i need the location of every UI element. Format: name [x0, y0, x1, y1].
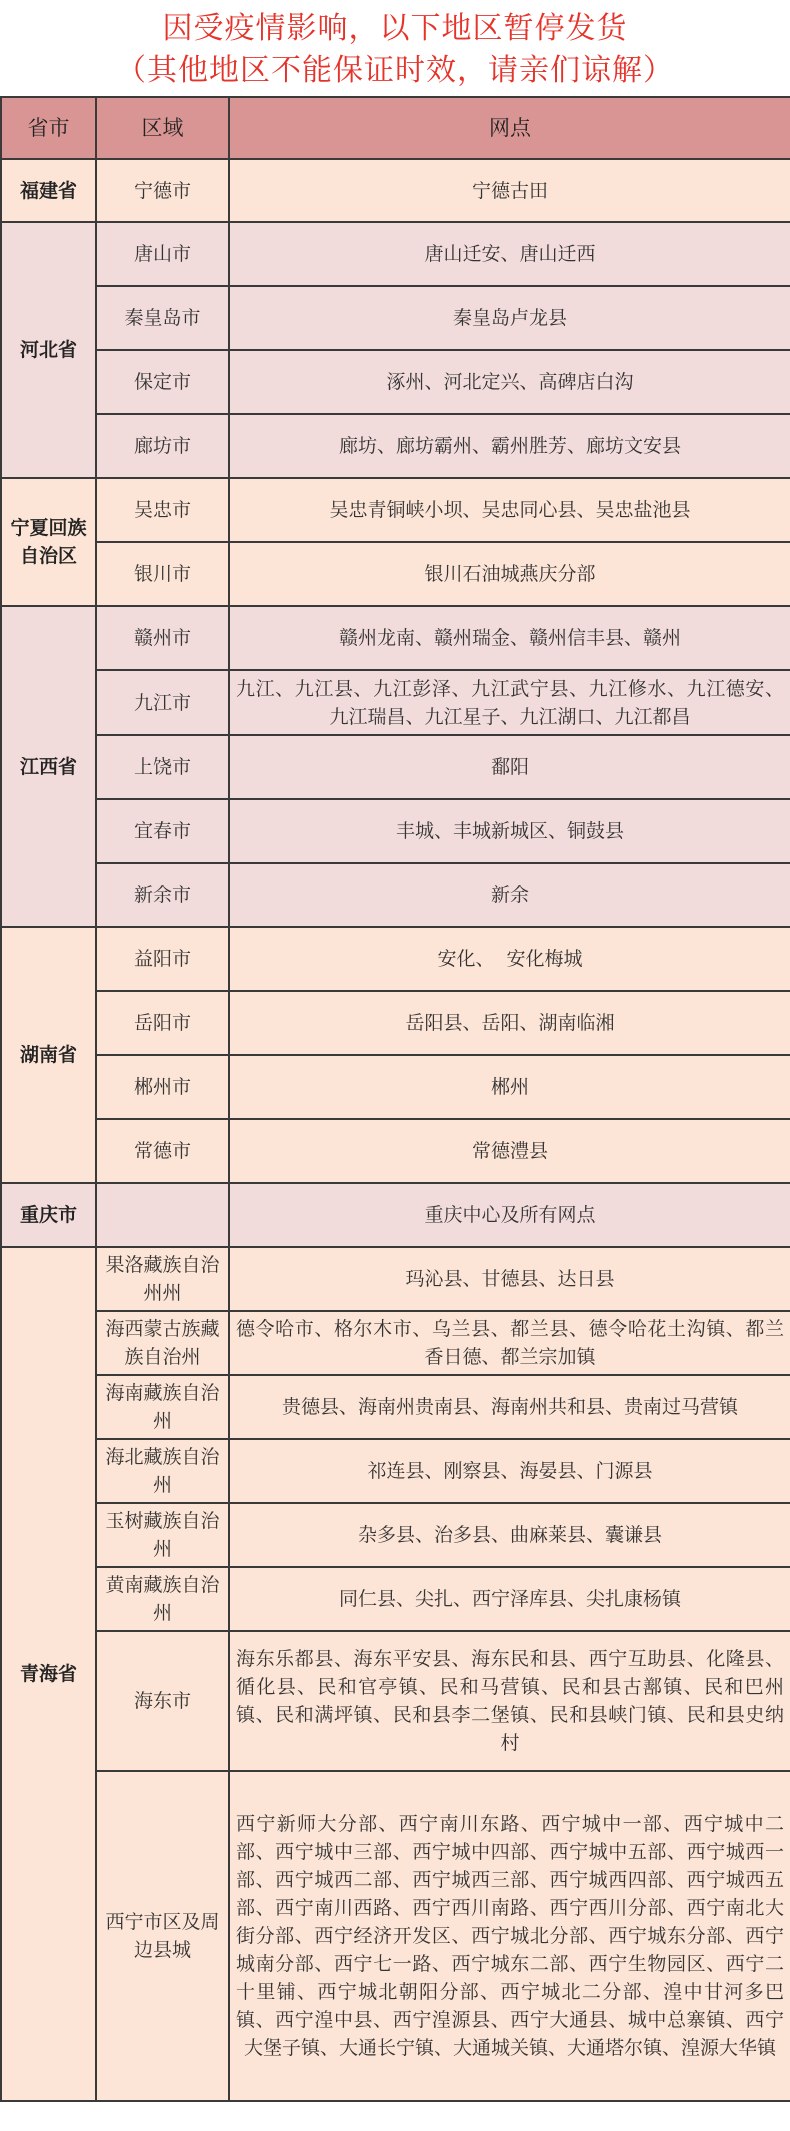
- table-row: [1, 863, 790, 927]
- area-cell: 常德市: [96, 1119, 229, 1183]
- points-cell: 西宁新师大分部、西宁南川东路、西宁城中一部、西宁城中二部、西宁城中三部、西宁城中四部、西宁城中五部、西宁城西一部、西宁城西二部、西宁城西三部、西宁城西四部、西宁城西五部、西宁南川西路、西宁西川南路、西宁西川分部、西宁南北大街分部、西宁经济开发区、西宁城北分部、西宁城东分部、西宁城南分部、西宁七一路、西宁城东二部、西宁生物园区、西宁二十里铺、西宁城北朝阳分部、西宁城北二分部、湟中甘河多巴镇、西宁湟中县、西宁湟源县、西宁大通县、城中总寨镇、西宁大堡子镇、大通长宁镇、大通城关镇、大通塔尔镇、湟源大华镇: [229, 1771, 790, 2101]
- area-cell: 廊坊市: [96, 414, 229, 478]
- table-row: [1, 1375, 790, 1439]
- points-cell: 杂多县、治多县、曲麻莱县、囊谦县: [229, 1503, 790, 1567]
- points-cell: 鄱阳: [229, 735, 790, 799]
- points-cell: 丰城、丰城新城区、铜鼓县: [229, 799, 790, 863]
- table-row: [1, 927, 790, 991]
- table-row: [1, 1567, 790, 1631]
- column-header-area: 区域: [96, 97, 229, 159]
- points-cell: 同仁县、尖扎、西宁泽库县、尖扎康杨镇: [229, 1567, 790, 1631]
- points-cell: 德令哈市、格尔木市、乌兰县、都兰县、德令哈花土沟镇、都兰香日德、都兰宗加镇: [229, 1311, 790, 1375]
- province-cell: 重庆市: [1, 1183, 96, 1247]
- area-cell: 秦皇岛市: [96, 286, 229, 350]
- area-cell: 上饶市: [96, 735, 229, 799]
- table-row: [1, 159, 790, 222]
- points-cell: 吴忠青铜峡小坝、吴忠同心县、吴忠盐池县: [229, 478, 790, 542]
- table-row: [1, 1055, 790, 1119]
- area-cell: 吴忠市: [96, 478, 229, 542]
- area-cell: 海北藏族自治州: [96, 1439, 229, 1503]
- table-row: [1, 1247, 790, 1311]
- column-header-points: 网点: [229, 97, 790, 159]
- table-row: [1, 1119, 790, 1183]
- table-row: [1, 1771, 790, 2101]
- province-cell: 江西省: [1, 606, 96, 927]
- table-row: [1, 222, 790, 286]
- table-row: [1, 542, 790, 606]
- points-cell: 贵德县、海南州贵南县、海南州共和县、贵南过马营镇: [229, 1375, 790, 1439]
- points-cell: 安化、 安化梅城: [229, 927, 790, 991]
- area-cell: 益阳市: [96, 927, 229, 991]
- table-row: [1, 1311, 790, 1375]
- table-row: [1, 414, 790, 478]
- points-cell: 海东乐都县、海东平安县、海东民和县、西宁互助县、化隆县、循化县、民和官亭镇、民和马营镇、民和县古鄯镇、民和巴州镇、民和满坪镇、民和县李二堡镇、民和县峡门镇、民和县史纳村: [229, 1631, 790, 1771]
- area-cell: 九江市: [96, 670, 229, 735]
- points-cell: 廊坊、廊坊霸州、霸州胜芳、廊坊文安县: [229, 414, 790, 478]
- points-cell: 新余: [229, 863, 790, 927]
- table-row: [1, 799, 790, 863]
- points-cell: 宁德古田: [229, 159, 790, 222]
- area-cell: 银川市: [96, 542, 229, 606]
- points-cell: 秦皇岛卢龙县: [229, 286, 790, 350]
- area-cell: 果洛藏族自治州州: [96, 1247, 229, 1311]
- notice-title: 因受疫情影响，以下地区暂停发货: [162, 11, 628, 46]
- area-cell: 玉树藏族自治州: [96, 1503, 229, 1567]
- province-cell: 青海省: [1, 1247, 96, 2101]
- area-cell: 新余市: [96, 863, 229, 927]
- table-row: [1, 670, 790, 735]
- points-cell: 赣州龙南、赣州瑞金、赣州信丰县、赣州: [229, 606, 790, 670]
- table-row: [1, 735, 790, 799]
- table-row: [1, 478, 790, 542]
- area-cell: 西宁市区及周边县城: [96, 1771, 229, 2101]
- table-row: [1, 350, 790, 414]
- province-cell: 宁夏回族自治区: [1, 478, 96, 606]
- area-cell: 保定市: [96, 350, 229, 414]
- suspended-areas-table: [0, 96, 790, 2102]
- points-cell: 九江、九江县、九江彭泽、九江武宁县、九江修水、九江德安、九江瑞昌、九江星子、九江湖口、九江都昌: [229, 670, 790, 735]
- table-row: [1, 1631, 790, 1771]
- area-cell: 郴州市: [96, 1055, 229, 1119]
- points-cell: 郴州: [229, 1055, 790, 1119]
- table-row: [1, 991, 790, 1055]
- table-row: [1, 606, 790, 670]
- table-row: [1, 286, 790, 350]
- province-cell: 河北省: [1, 222, 96, 478]
- notice-subtitle: （其他地区不能保证时效，请亲们谅解）: [116, 53, 674, 88]
- area-cell: 海西蒙古族藏族自治州: [96, 1311, 229, 1375]
- points-cell: 常德澧县: [229, 1119, 790, 1183]
- table-row: [1, 1439, 790, 1503]
- column-header-province: 省市: [1, 97, 96, 159]
- area-cell: [96, 1183, 229, 1247]
- notice-header: [0, 0, 790, 96]
- table-row: [1, 1503, 790, 1567]
- points-cell: 银川石油城燕庆分部: [229, 542, 790, 606]
- area-cell: 海南藏族自治州: [96, 1375, 229, 1439]
- points-cell: 涿州、河北定兴、高碑店白沟: [229, 350, 790, 414]
- area-cell: 赣州市: [96, 606, 229, 670]
- points-cell: 唐山迁安、唐山迁西: [229, 222, 790, 286]
- points-cell: 玛沁县、甘德县、达日县: [229, 1247, 790, 1311]
- area-cell: 黄南藏族自治州: [96, 1567, 229, 1631]
- points-cell: 祁连县、刚察县、海晏县、门源县: [229, 1439, 790, 1503]
- area-cell: 唐山市: [96, 222, 229, 286]
- area-cell: 宁德市: [96, 159, 229, 222]
- table-row: [1, 1183, 790, 1247]
- points-cell: 岳阳县、岳阳、湖南临湘: [229, 991, 790, 1055]
- area-cell: 海东市: [96, 1631, 229, 1771]
- area-cell: 岳阳市: [96, 991, 229, 1055]
- province-cell: 福建省: [1, 159, 96, 222]
- province-cell: 湖南省: [1, 927, 96, 1183]
- area-cell: 宜春市: [96, 799, 229, 863]
- points-cell: 重庆中心及所有网点: [229, 1183, 790, 1247]
